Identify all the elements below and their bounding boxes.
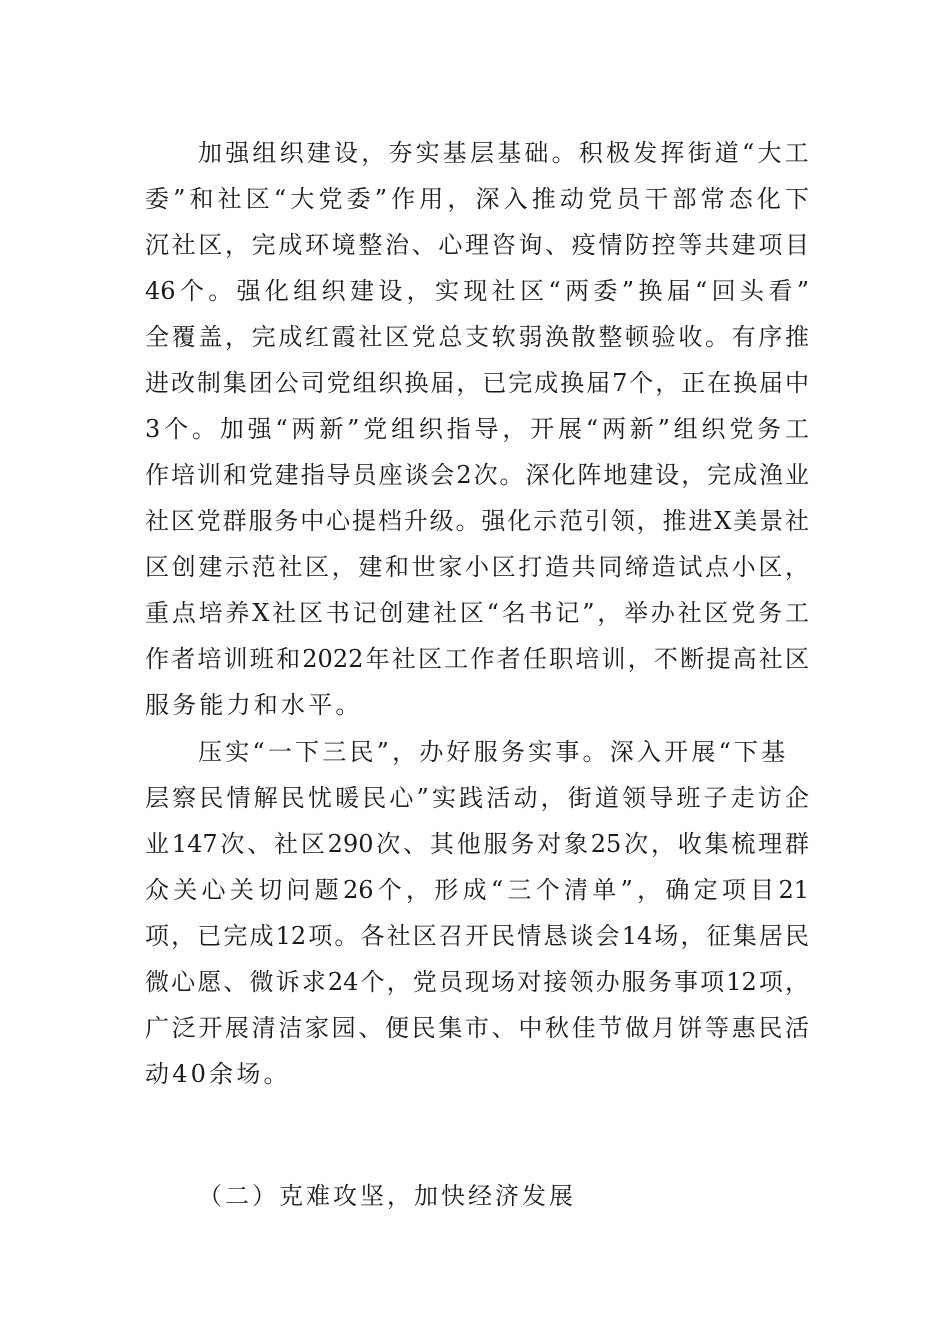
paragraph-line: 层察民情解民忧暖民心”实践活动，街道领导班子走访企 <box>145 784 809 812</box>
paragraph-line: 3个。加强“两新”党组织指导，开展“两新”组织党务工 <box>145 415 809 443</box>
paragraph-line: 区创建示范社区，建和世家小区打造共同缔造试点小区， <box>145 553 809 581</box>
paragraph-line: 重点培养X社区书记创建社区“名书记”，举办社区党务工 <box>145 599 809 627</box>
paragraph-line: 作培训和党建指导员座谈会2次。深化阵地建设，完成渔业 <box>145 461 809 489</box>
paragraph-line: 动40余场。 <box>145 1060 291 1088</box>
paragraph-line: 业147次、社区290次、其他服务对象25次，收集梳理群 <box>145 830 809 858</box>
paragraph-line: 沉社区，完成环境整治、心理咨询、疫情防控等共建项目 <box>145 231 809 259</box>
paragraph-line: 全覆盖，完成红霞社区党总支软弱涣散整顿验收。有序推 <box>145 323 809 351</box>
paragraph-line: 广泛开展清洁家园、便民集市、中秋佳节做月饼等惠民活 <box>145 1014 809 1042</box>
paragraph-line: 社区党群服务中心提档升级。强化示范引领，推进X美景社 <box>145 507 809 535</box>
paragraph-line: 众关心关切问题26个，形成“三个清单”，确定项目21 <box>145 876 809 904</box>
paragraph-line: 压实“一下三民”，办好服务实事。深入开展“下基 <box>198 738 789 766</box>
section-heading: （二）克难攻坚，加快经济发展 <box>198 1182 576 1210</box>
paragraph-line: 项，已完成12项。各社区召开民情恳谈会14场，征集居民 <box>145 922 809 950</box>
paragraph-line: 46个。强化组织建设，实现社区“两委”换届“回头看” <box>145 277 809 305</box>
paragraph-line: 进改制集团公司党组织换届，已完成换届7个，正在换届中 <box>145 369 809 397</box>
paragraph-line: 作者培训班和2022年社区工作者任职培训，不断提高社区 <box>145 645 809 673</box>
paragraph-line: 服务能力和水平。 <box>145 691 363 719</box>
paragraph-line: 委”和社区“大党委”作用，深入推动党员干部常态化下 <box>145 185 809 213</box>
paragraph-line: 微心愿、微诉求24个，党员现场对接领办服务事项12项， <box>145 968 809 996</box>
paragraph-line: 加强组织建设，夯实基层基础。积极发挥街道“大工 <box>198 139 812 167</box>
